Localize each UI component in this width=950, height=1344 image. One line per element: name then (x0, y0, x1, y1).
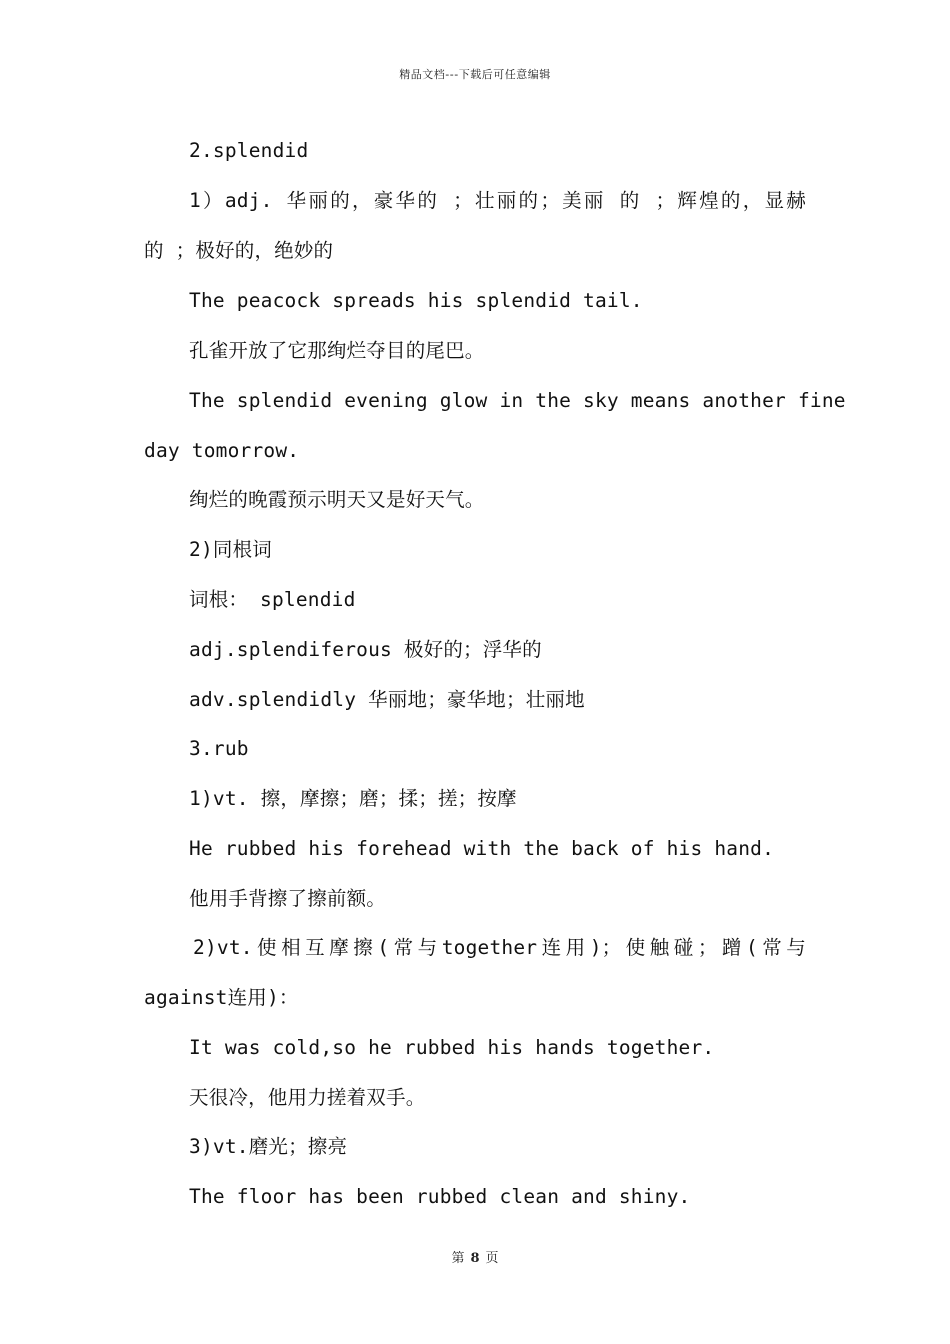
example-sentence: The floor has been rubbed clean and shiny. (189, 1185, 691, 1208)
definition-line: 2)vt.使相互摩擦(常与together连用)；使触碰；蹭(常与 (193, 936, 806, 959)
example-sentence-cont: day tomorrow. (144, 439, 300, 462)
page-number: 8 (470, 1251, 480, 1266)
cognate-adj: adj.splendiferous 极好的；浮华的 (189, 638, 542, 661)
definition-line: 1)vt. 擦，摩擦；磨；揉；搓；按摩 (189, 787, 517, 810)
footer-prefix: 第 (451, 1251, 465, 1266)
example-translation: 他用手背擦了擦前额。 (189, 887, 387, 910)
page-footer (0, 1247, 950, 1266)
root-word: 词根： splendid (189, 588, 356, 611)
definition-line: 3)vt.磨光；擦亮 (189, 1135, 348, 1158)
definition-line-cont: against连用)： (144, 986, 299, 1009)
footer-suffix: 页 (485, 1251, 499, 1266)
definition-line: 1）adj. 华丽的，豪华的 ；壮丽的；美丽 的 ；辉煌的，显赫 (189, 189, 806, 212)
example-sentence: The peacock spreads his splendid tail. (189, 289, 643, 312)
example-translation: 绚烂的晚霞预示明天又是好天气。 (189, 488, 485, 511)
cognate-adv: adv.splendidly 华丽地；豪华地；壮丽地 (189, 688, 585, 711)
example-translation: 天很冷，他用力搓着双手。 (189, 1086, 426, 1109)
definition-line-cont: 的 ；极好的，绝妙的 (144, 239, 334, 262)
example-sentence: It was cold,so he rubbed his hands together. (189, 1036, 715, 1059)
heading-rub: 3.rub (189, 737, 249, 760)
subheading-cognates: 2)同根词 (189, 538, 272, 561)
page-header: 精品文档---下载后可任意编辑 (399, 68, 551, 81)
example-sentence: The splendid evening glow in the sky means another fine (189, 389, 846, 412)
example-translation: 孔雀开放了它那绚烂夺目的尾巴。 (189, 339, 485, 362)
example-sentence: He rubbed his forehead with the back of his hand. (189, 837, 775, 860)
heading-splendid: 2.splendid (189, 139, 309, 162)
